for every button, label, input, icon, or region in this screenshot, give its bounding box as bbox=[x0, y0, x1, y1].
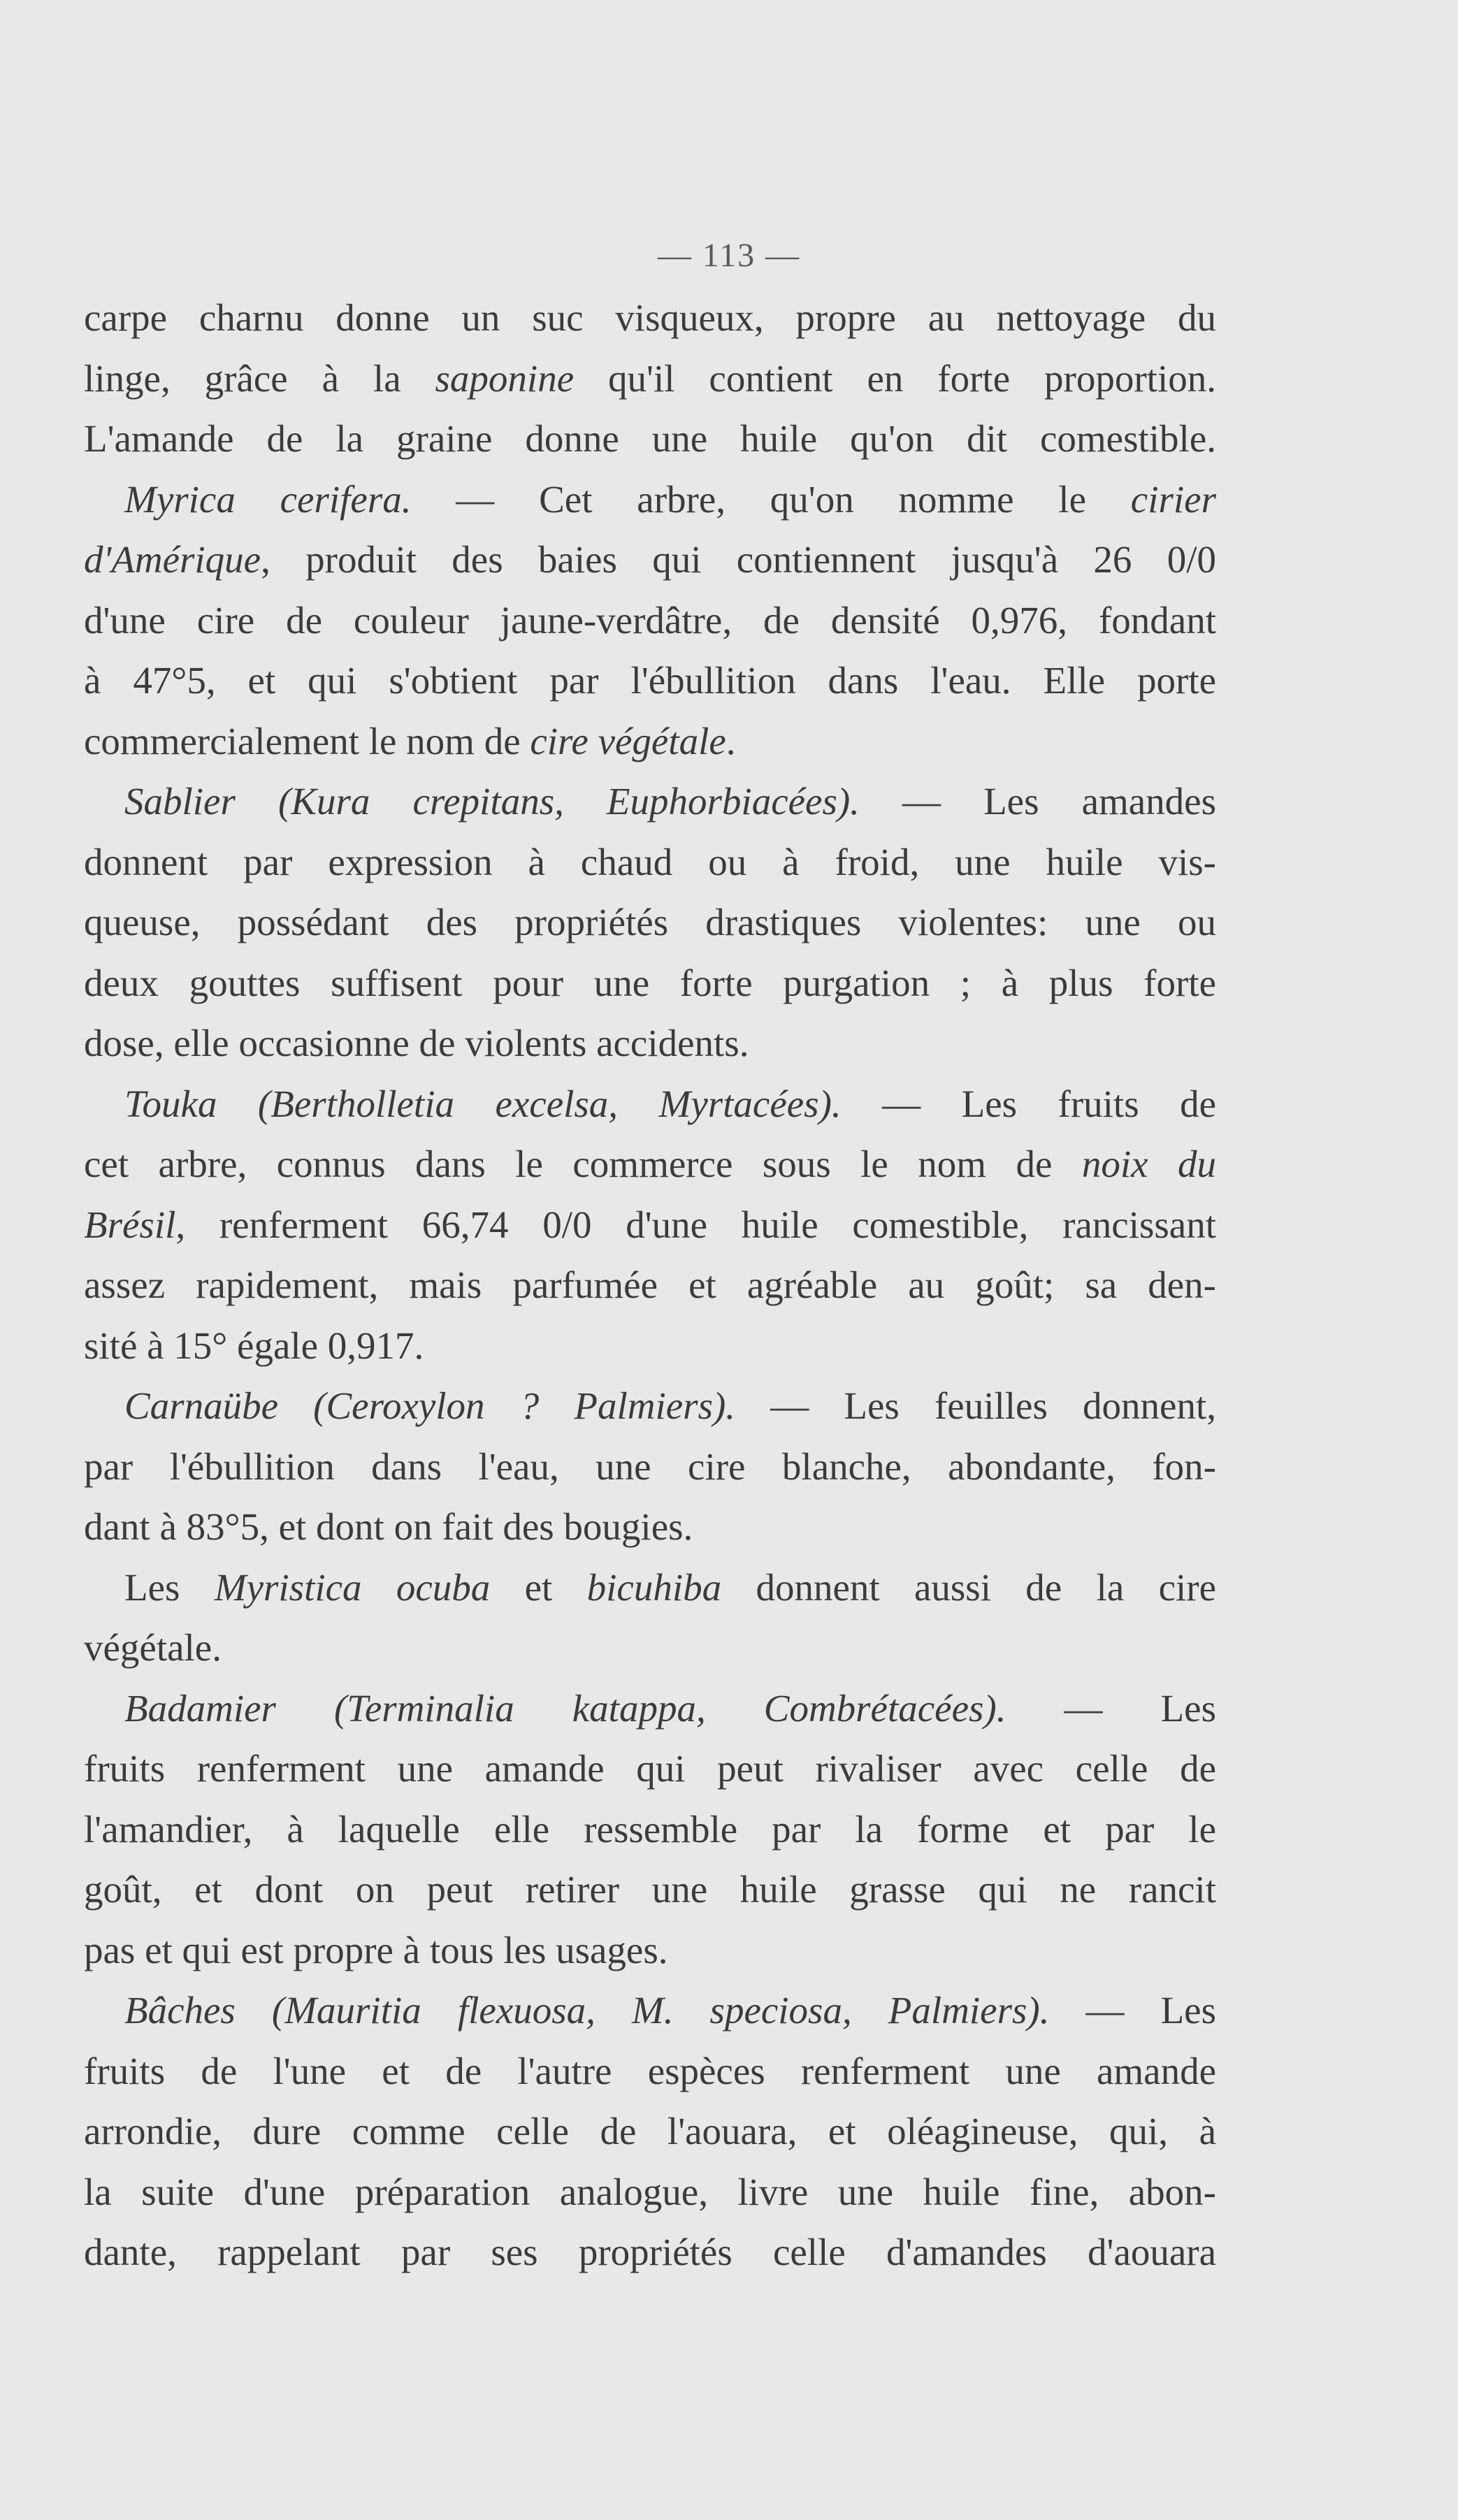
text-line: commercialement le nom de cire végétale. bbox=[84, 719, 736, 762]
text-line: fruits renferment une amande qui peut rivaliser avec celle de bbox=[84, 1747, 1216, 1790]
text-line: Bâches (Mauritia flexuosa, M. speciosa, Palmiers). — Les bbox=[124, 1989, 1216, 2032]
text-line: L'amande de la graine donne une huile qu'on dit comestible. bbox=[84, 417, 1216, 460]
text-line: dose, elle occasionne de violents accidents. bbox=[84, 1022, 749, 1064]
text-line: assez rapidement, mais parfumée et agréable au goût; sa den- bbox=[84, 1263, 1216, 1306]
text-line: Myrica cerifera. — Cet arbre, qu'on nomme le cirier bbox=[124, 477, 1216, 521]
text-line: à 47°5, et qui s'obtient par l'ébullition dans l'eau. Elle porte bbox=[84, 659, 1216, 702]
text-line: végétale. bbox=[84, 1626, 222, 1669]
text-line: pas et qui est propre à tous les usages. bbox=[84, 1928, 668, 1971]
text-line: par l'ébullition dans l'eau, une cire blanche, abondante, fon- bbox=[84, 1444, 1216, 1488]
text-line: Badamier (Terminalia katappa, Combrétacées). — Les bbox=[124, 1686, 1216, 1730]
text-line: Brésil, renferment 66,74 0/0 d'une huile comestible, rancissant bbox=[84, 1203, 1216, 1246]
text-line: sité à 15° égale 0,917. bbox=[84, 1324, 424, 1367]
text-line: queuse, possédant des propriétés drastiques violentes: une ou bbox=[84, 901, 1216, 943]
text-line: Touka (Bertholletia excelsa, Myrtacées). — Les fruits de bbox=[124, 1082, 1216, 1125]
text-line: la suite d'une préparation analogue, livre une huile fine, abon- bbox=[84, 2170, 1216, 2213]
text-line: carpe charnu donne un suc visqueux, propre au nettoyage du bbox=[84, 296, 1216, 339]
text-line: fruits de l'une et de l'autre espèces renferment une amande bbox=[84, 2049, 1216, 2092]
text-line: deux gouttes suffisent pour une forte purgation ; à plus forte bbox=[84, 961, 1216, 1004]
text-line: linge, grâce à la saponine qu'il contient en forte proportion. bbox=[84, 356, 1216, 400]
text-line: d'Amérique, produit des baies qui contiennent jusqu'à 26 0/0 bbox=[84, 538, 1216, 581]
text-line: goût, et dont on peut retirer une huile grasse qui ne rancit bbox=[84, 1868, 1216, 1911]
text-line: arrondie, dure comme celle de l'aouara, et oléagineuse, qui, à bbox=[84, 2110, 1216, 2152]
text-line: dant à 83°5, et dont on fait des bougies. bbox=[84, 1505, 693, 1548]
text-line: cet arbre, connus dans le commerce sous le nom de noix du bbox=[84, 1143, 1216, 1185]
text-line: Sablier (Kura crepitans, Euphorbiacées). — Les amandes bbox=[124, 780, 1216, 823]
body-text bbox=[84, 288, 1216, 2283]
page-number: — 113 — bbox=[657, 237, 801, 274]
text-line: l'amandier, à laquelle elle ressemble par la forme et par le bbox=[84, 1807, 1216, 1851]
text-line: Carnaübe (Ceroxylon ? Palmiers). — Les feuilles donnent, bbox=[124, 1384, 1216, 1427]
text-line: dante, rappelant par ses propriétés celle d'amandes d'aouara bbox=[84, 2231, 1216, 2273]
text-line: d'une cire de couleur jaune-verdâtre, de densité 0,976, fondant bbox=[84, 598, 1216, 642]
text-line: Les Myristica ocuba et bicuhiba donnent aussi de la cire bbox=[124, 1565, 1216, 1609]
text-line: donnent par expression à chaud ou à froid, une huile vis- bbox=[84, 840, 1216, 883]
